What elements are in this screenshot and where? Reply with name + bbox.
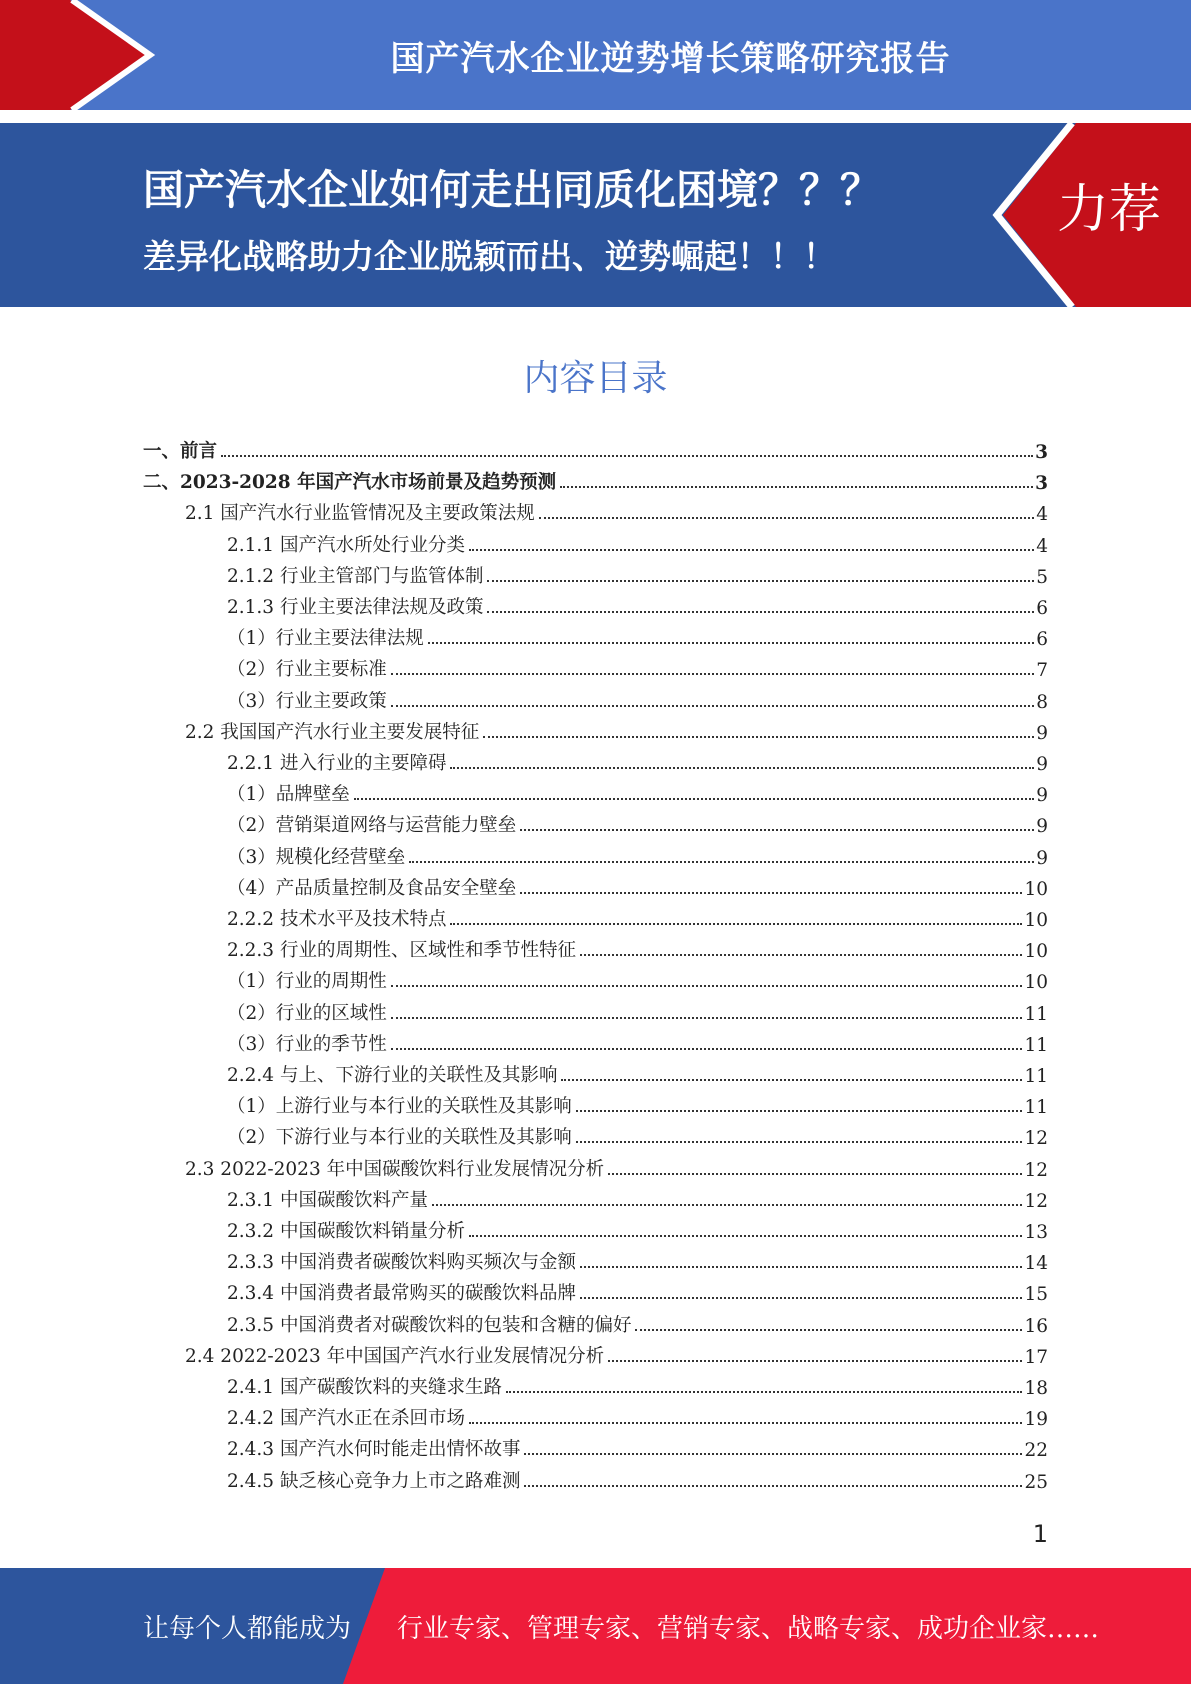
toc-entry[interactable]	[227, 780, 1048, 806]
toc-entry-page: 12	[1024, 1128, 1048, 1150]
toc-entry-label: （3）规模化经营壁垒	[227, 846, 406, 868]
toc-entry[interactable]	[227, 624, 1048, 650]
headline-banner	[0, 123, 1191, 307]
toc-entry[interactable]	[227, 811, 1048, 837]
toc-entry-label: 2.3.1 中国碳酸饮料产量	[227, 1189, 428, 1211]
toc-entry-page: 6	[1036, 629, 1048, 651]
toc-entry-label: （2）行业主要标准	[227, 659, 387, 681]
toc-leader-dots	[469, 1235, 1022, 1237]
toc-entry[interactable]	[227, 936, 1048, 962]
toc-leader-dots	[635, 1329, 1022, 1331]
toc-entry-page: 18	[1024, 1378, 1048, 1399]
toc-leader-dots	[506, 1391, 1022, 1393]
toc-entry-page: 4	[1036, 535, 1048, 557]
toc-entry-label: 2.1.2 行业主管部门与监管体制	[227, 565, 484, 587]
toc-entry-label: （3）行业的季节性	[227, 1033, 387, 1055]
toc-leader-dots	[354, 798, 1034, 800]
toc-entry-label: 一、前言	[143, 441, 218, 462]
toc-entry-label: 2.3 2022-2023 年中国碳酸饮料行业发展情况分析	[185, 1158, 605, 1180]
toc-entry-page: 3	[1035, 473, 1048, 495]
toc-entry-label: 2.2.1 进入行业的主要障碍	[227, 753, 447, 774]
toc-entry[interactable]	[227, 1248, 1048, 1274]
toc-leader-dots	[524, 1453, 1022, 1455]
toc-entry-page: 9	[1036, 754, 1048, 775]
toc-entry-label: 2.1.3 行业主要法律法规及政策	[227, 597, 484, 618]
report-title: 国产汽水企业逆势增长策略研究报告	[390, 38, 951, 79]
toc-entry-page: 10	[1024, 910, 1048, 931]
toc-entry[interactable]	[227, 1061, 1048, 1087]
toc-entry[interactable]	[227, 1435, 1048, 1461]
toc-entry-page: 15	[1024, 1284, 1048, 1306]
toc-entry-label: 2.3.5 中国消费者对碳酸饮料的包装和含糖的偏好	[227, 1314, 632, 1336]
toc-entry-page: 11	[1024, 1003, 1048, 1025]
toc-title: 内容目录	[523, 358, 668, 399]
toc-entry-label: 2.1.1 国产汽水所处行业分类	[227, 534, 465, 556]
toc-entry-page: 13	[1024, 1222, 1048, 1243]
toc-leader-dots	[221, 455, 1033, 457]
toc-entry[interactable]	[227, 967, 1048, 993]
toc-entry-page: 7	[1036, 660, 1048, 682]
toc-entry[interactable]	[227, 999, 1048, 1025]
headline-question: 国产汽水企业如何走出同质化困境？？？	[143, 166, 881, 214]
toc-entry-page: 10	[1024, 941, 1048, 963]
toc-entry-label: 2.2.3 行业的周期性、区域性和季节性特征	[227, 940, 576, 962]
toc-leader-dots	[487, 580, 1034, 582]
toc-entry[interactable]	[227, 1123, 1048, 1149]
toc-entry-label: （1）行业主要法律法规	[227, 628, 424, 650]
toc-entry[interactable]	[185, 718, 1048, 744]
toc-entry[interactable]	[227, 531, 1048, 557]
toc-leader-dots	[483, 736, 1034, 738]
toc-leader-dots	[428, 642, 1034, 644]
toc-leader-dots	[561, 1079, 1022, 1081]
toc-leader-dots	[608, 1360, 1022, 1362]
toc-entry[interactable]	[227, 1373, 1048, 1399]
toc-entry[interactable]	[227, 1279, 1048, 1305]
toc-entry[interactable]	[227, 749, 1048, 775]
footer-slogan-left: 让每个人都能成为	[143, 1613, 352, 1644]
footer-slogan-right: 行业专家、管理专家、营销专家、战略专家、成功企业家……	[397, 1613, 1100, 1644]
toc-leader-dots	[391, 985, 1023, 987]
toc-leader-dots	[608, 1173, 1022, 1175]
toc-leader-dots	[391, 673, 1034, 675]
toc-entry-page: 4	[1036, 504, 1048, 526]
toc-entry[interactable]	[227, 593, 1048, 619]
toc-entry-label: 2.2 我国国产汽水行业主要发展特征	[185, 721, 480, 743]
toc-entry[interactable]	[227, 1311, 1048, 1337]
toc-leader-dots	[524, 1485, 1022, 1487]
toc-leader-dots	[580, 1297, 1022, 1299]
toc-entry[interactable]	[227, 1404, 1048, 1430]
footer-banner	[0, 1568, 1191, 1684]
toc-entry-page: 5	[1036, 566, 1048, 588]
toc-entry[interactable]	[143, 468, 1048, 494]
toc-leader-dots	[576, 1141, 1023, 1143]
toc-entry[interactable]	[227, 562, 1048, 588]
toc-leader-dots	[576, 1110, 1023, 1112]
toc-leader-dots	[580, 1266, 1022, 1268]
toc-entry[interactable]	[227, 1217, 1048, 1243]
toc-entry[interactable]	[227, 1092, 1048, 1118]
toc-leader-dots	[520, 829, 1034, 831]
toc-leader-dots	[539, 517, 1034, 519]
toc-leader-dots	[432, 1204, 1022, 1206]
toc-entry[interactable]	[143, 437, 1048, 463]
toc-leader-dots	[450, 767, 1034, 769]
toc-leader-dots	[391, 1048, 1023, 1050]
toc-entry-label: 2.4.3 国产汽水何时能走出情怀故事	[227, 1439, 521, 1461]
toc-leader-dots	[391, 1017, 1023, 1019]
toc-entry[interactable]	[227, 1467, 1048, 1493]
toc-entry-label: （2）行业的区域性	[227, 1002, 387, 1024]
toc-entry-label: 2.3.4 中国消费者最常购买的碳酸饮料品牌	[227, 1283, 576, 1305]
toc-entry-label: 2.1 国产汽水行业监管情况及主要政策法规	[185, 503, 535, 525]
toc-entry-label: 2.3.3 中国消费者碳酸饮料购买频次与金额	[227, 1252, 576, 1274]
toc-entry[interactable]	[227, 1030, 1048, 1056]
toc-entry-label: 2.4.1 国产碳酸饮料的夹缝求生路	[227, 1377, 502, 1398]
toc-leader-dots	[580, 954, 1022, 956]
toc-entry-page: 9	[1036, 785, 1048, 807]
toc-entry-label: （2）营销渠道网络与运营能力壁垒	[227, 815, 517, 837]
page-number: 1	[1032, 1520, 1048, 1548]
toc-entry-page: 12	[1024, 1159, 1048, 1181]
toc-leader-dots	[450, 923, 1022, 925]
toc-entry-page: 11	[1024, 1066, 1048, 1087]
toc-entry-label: 2.4.2 国产汽水正在杀回市场	[227, 1408, 465, 1430]
toc-entry-label: 2.2.2 技术水平及技术特点	[227, 909, 447, 930]
toc-entry-page: 25	[1024, 1471, 1048, 1493]
toc-entry-page: 22	[1024, 1440, 1048, 1462]
toc-entry-page: 8	[1036, 691, 1048, 713]
toc-leader-dots	[469, 1422, 1022, 1424]
toc-entry-label: 2.4.5 缺乏核心竞争力上市之路难测	[227, 1470, 521, 1492]
toc-leader-dots	[469, 549, 1034, 551]
toc-entry-page: 16	[1024, 1315, 1048, 1337]
headline-answer: 差异化战略助力企业脱颖而出、逆势崛起！！！	[143, 237, 836, 276]
toc-entry-label: （1）品牌壁垒	[227, 784, 350, 806]
toc-leader-dots	[409, 861, 1034, 863]
toc-entry-page: 17	[1024, 1346, 1048, 1368]
toc-entry-page: 11	[1024, 1034, 1048, 1056]
toc-entry-label: 二、2023-2028 年国产汽水市场前景及趋势预测	[143, 472, 557, 494]
toc-entry-page: 19	[1024, 1409, 1048, 1431]
top-banner	[0, 0, 1191, 110]
toc-entry-label: （1）上游行业与本行业的关联性及其影响	[227, 1096, 572, 1118]
toc-entry-label: 2.4 2022-2023 年中国国产汽水行业发展情况分析	[185, 1345, 605, 1367]
toc-entry[interactable]	[227, 687, 1048, 713]
toc-leader-dots	[487, 611, 1034, 613]
toc-entry-label: （1）行业的周期性	[227, 971, 387, 993]
toc-leader-dots	[560, 486, 1033, 488]
toc-entry-label: （4）产品质量控制及食品安全壁垒	[227, 877, 517, 899]
toc-entry-page: 10	[1024, 878, 1048, 900]
toc-entry-page: 9	[1036, 722, 1048, 744]
toc-entry-page: 9	[1036, 847, 1048, 869]
toc-entry-label: （2）下游行业与本行业的关联性及其影响	[227, 1127, 572, 1149]
toc-entry[interactable]	[185, 1155, 1048, 1181]
toc-entry[interactable]	[185, 1342, 1048, 1368]
toc-entry-page: 14	[1024, 1253, 1048, 1275]
toc-entry-page: 3	[1035, 442, 1048, 463]
toc-entry[interactable]	[227, 874, 1048, 900]
toc-entry-page: 10	[1024, 972, 1048, 994]
toc-leader-dots	[520, 892, 1022, 894]
toc-entry-page: 11	[1024, 1097, 1048, 1119]
toc-entry-label: 2.2.4 与上、下游行业的关联性及其影响	[227, 1065, 558, 1086]
toc-entry[interactable]	[185, 499, 1048, 525]
recommend-badge: 力荐	[1056, 180, 1161, 240]
toc-entry[interactable]	[227, 843, 1048, 869]
toc-entry-page: 12	[1024, 1190, 1048, 1212]
toc-entry-label: 2.3.2 中国碳酸饮料销量分析	[227, 1221, 465, 1242]
toc-entry-label: （3）行业主要政策	[227, 690, 387, 712]
toc-entry[interactable]	[227, 905, 1048, 931]
toc-entry-page: 6	[1036, 598, 1048, 619]
toc-entry-page: 9	[1036, 816, 1048, 838]
toc-entry[interactable]	[227, 655, 1048, 681]
toc-entry[interactable]	[227, 1186, 1048, 1212]
toc-leader-dots	[391, 705, 1034, 707]
